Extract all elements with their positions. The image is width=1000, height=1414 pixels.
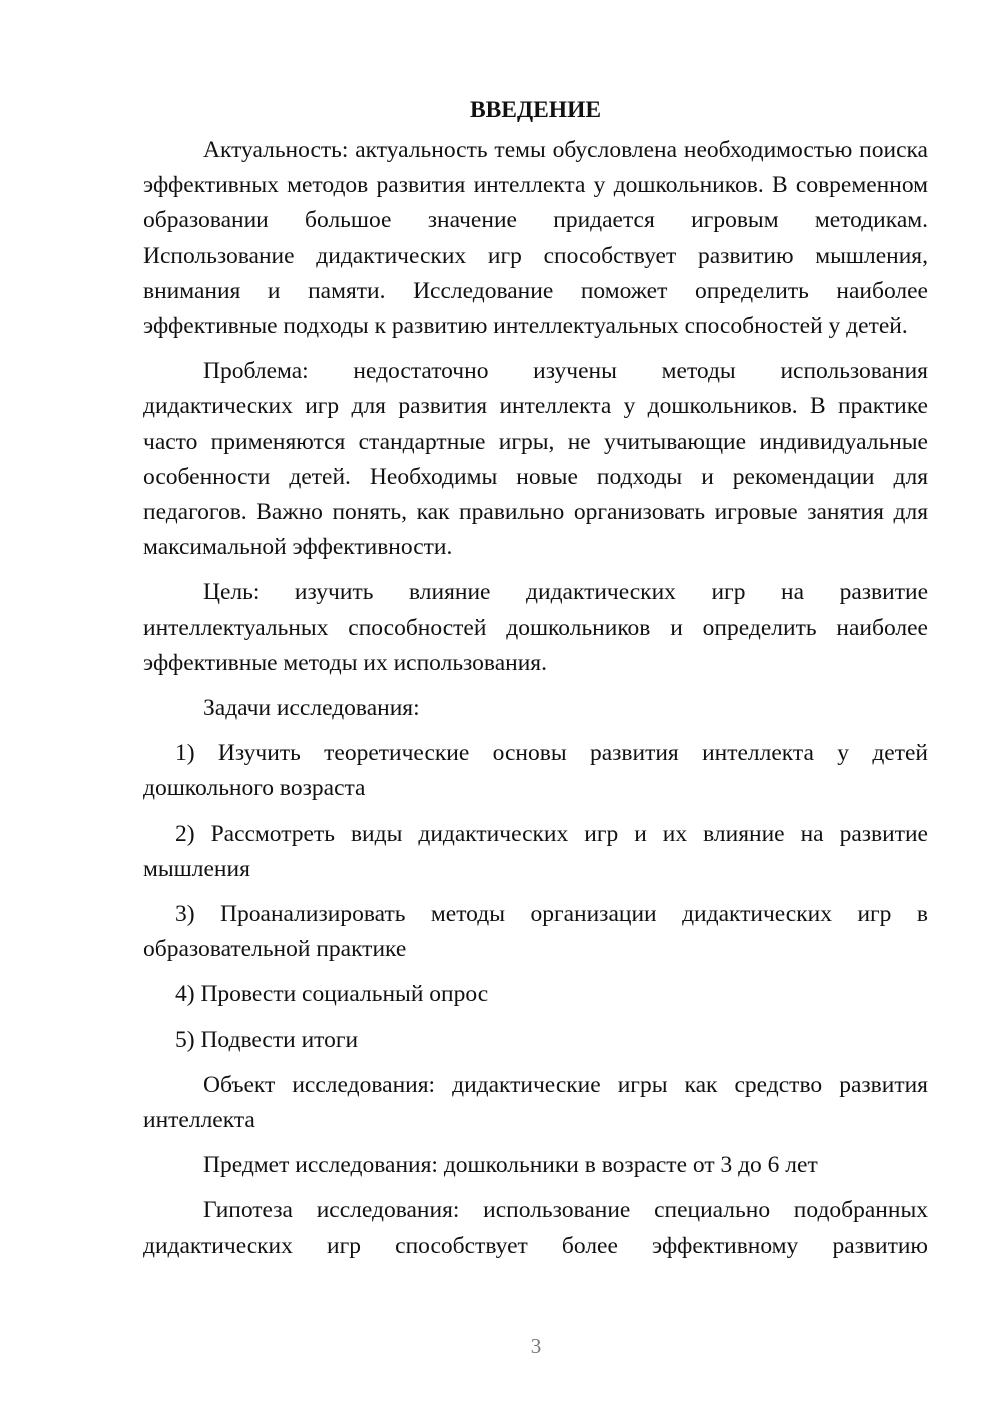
subject-paragraph: Предмет исследования: дошкольники в возрасте от 3 до 6 лет [203,1152,818,1179]
task-item-5: 5) Подвести итоги [175,1026,359,1053]
task-item-4: 4) Провести социальный опрос [175,981,489,1008]
object-paragraph: Объект исследования: дидактические игры как средство развития интеллекта [143,1071,928,1134]
task-item-1: 1) Изучить теоретические основы развития интеллекта у детей дошкольного возраста [143,740,928,802]
relevance-paragraph: Актуальность: актуальность темы обусловлена необходимостью поиска эффективных методов развития интеллекта у дошкольников. В современном образовании большое значение придается игровым методикам. Использование дидактических игр способствует развитию мышления, внимания и памяти. Исследование поможет определить наиболее эффективные подходы к развитию интеллектуальных способностей у детей. [143,137,928,340]
tasks-title: Задачи исследования: [203,695,420,722]
page-content [143,93,928,1264]
hypothesis-paragraph: Гипотеза исследования: использование специально подобранных дидактических игр способствует более эффективному развитию [143,1197,928,1259]
problem-paragraph: Проблема: недостаточно изучены методы использования дидактических игр для развития интеллекта у дошкольников. В практике часто применяются стандартные игры, не учитывающие индивидуальные особенности детей. Необходимы новые подходы и рекомендации для педагогов. Важно понять, как правильно организовать игровые занятия для максимальной эффективности. [143,358,928,561]
task-item-3: 3) Проанализировать методы организации дидактических игр в образовательной практике [143,901,928,963]
page-heading: ВВЕДЕНИЕ [469,97,602,123]
goal-paragraph: Цель: изучить влияние дидактических игр на развитие интеллектуальных способностей дошкольников и определить наиболее эффективные методы их использования. [143,579,928,676]
page-number: 3 [530,1334,542,1358]
task-item-2: 2) Рассмотреть виды дидактических игр и их влияние на развитие мышления [143,820,928,882]
